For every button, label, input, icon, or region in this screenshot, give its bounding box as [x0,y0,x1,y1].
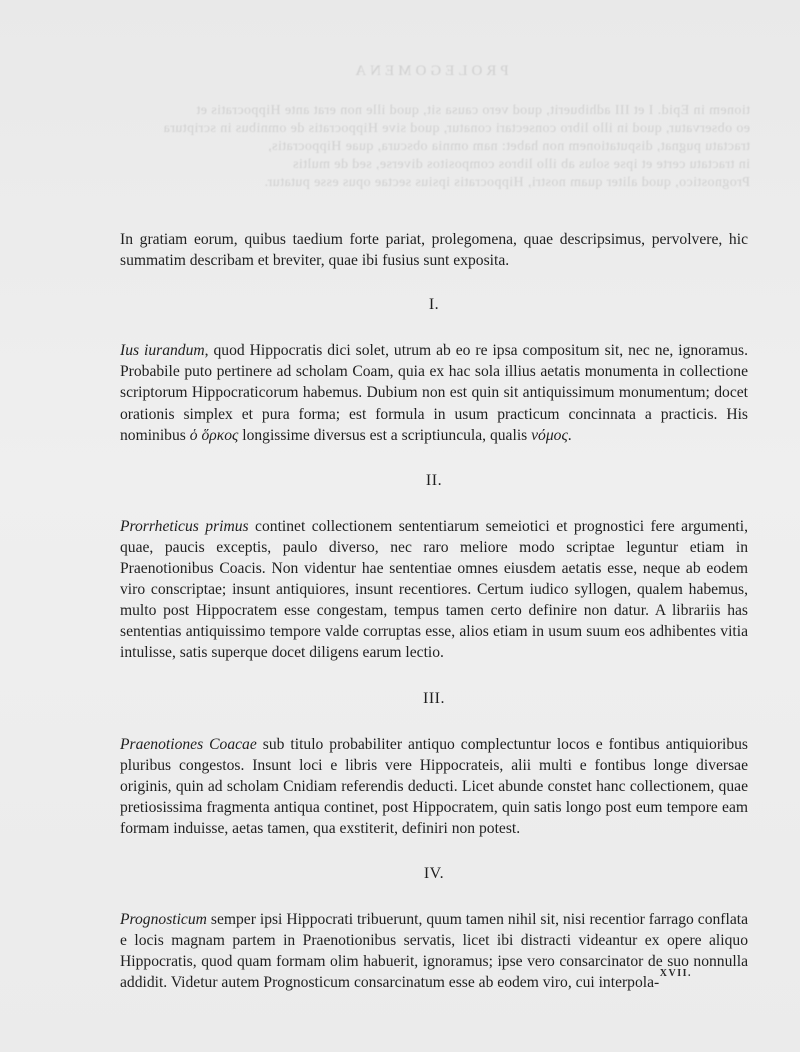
bleed-through-line: tionem in Epid. I et III adhibuerit, quod vero causa sit, quod ille non erat ante Hippocratis et [196,103,750,118]
bleed-through-header: PROLEGOMENA [351,63,509,79]
bleed-through-line: tractatu pugnat, disputationem non habet: nam omnia obscura, quae Hippocratis, [267,139,750,154]
page-body [120,229,748,994]
section-text-4: semper ipsi Hippocrati tribuerunt, quum tamen nihil sit, nisi recentior farrago conflata e locis magnam partem in Praenotionibus servatis, licet ibi distracti videantur ex opere aliquo Hippocratis, quod quam formam olim habuerit, ignoramus; ipse vero consarcinator de suo nonnulla addidit. Videtur autem Prognosticum consarcinatum esse ab eodem viro, cui interpola- [120,911,748,992]
section-text-1a: , quod Hippocratis dici solet, utrum ab eo re ipsa compositum sit, nec ne, ignoramus. Probabile puto pertinere ad scholam Coam, quia ex hac sola illius aetatis monumenta in collectione scriptorum Hippocraticorum habemus. Dubium non est quin sit antiquissimum monumentum; docet orationis simplex et pura forma; est formula in usum practicum concinnata a practicis. His nominibus [120,342,748,444]
section-title-2: Prorrheticus primus [120,517,249,535]
section-title-4: Prognosticum [120,911,207,929]
section-numeral-1: I. [428,296,440,314]
section-text-3: sub titulo probabiliter antiquo complectuntur locos e fontibus antiquioribus pluribus congestos. Insunt loci e libris vere Hippocrateis, alii multi e fontibus longe diversae originis, quin ad scholam Cnidiam referendis deducti. Licet abunde constet hanc collectionem, quae pretiosissima fragmenta antiqua continet, post Hippocratem, quin satis longo post eum tempore eam formam induisse, aetas tamen, qua exstiterit, definiri non potest. [120,735,749,837]
bleed-through-line: in tractatu certe et ipse solus ab illo libros compositos diverse, sed de multis [292,157,750,172]
section-paragraph-2 [120,516,748,664]
greek-term-horkos: ὁ ὅρκος [189,426,239,444]
section-text-2: continet collectionem sententiarum semeiotici et prognostici fere argumenti, quae, paucis exceptis, paulo diverso, nec raro meliore modo scriptae leguntur etiam in Praenotionibus Coacis. Non videntur hae sententiae omnes eiusdem aetatis esse, neque ab eodem viro conscriptae; insunt antiquiores, insunt recentiores. Certum iudico syllogen, qualem habemus, multo post Hippocratem esse congestam, tempus tamen certo definire non datur. A librariis has sententias antiquissimo tempore valde corruptas esse, alios etiam in usum suum eos adhibentes vitia intulisse, satis superque docet diligens earum lectio. [120,517,748,662]
section-numeral-4: IV. [423,865,445,883]
section-text-1b: longissime diversus est a scriptiuncula, qualis [238,426,532,444]
section-paragraph-3 [120,734,748,839]
section-paragraph-1 [120,340,748,445]
bleed-through-text [110,62,750,192]
section-numeral-2: II. [425,471,443,489]
signature-mark: XVII. [659,968,692,979]
section-paragraph-4 [120,909,748,993]
section-text-1c: . [567,426,572,444]
bleed-through-line: Prognostico, quod aliter quam nostri, Hippocratis ipsius sectae opus esse putatur. [264,175,750,190]
bleed-through-line: eo observatur, quod in illo libro consectari conatur, quod sive Hippocratis de omnibus in scriptura [163,121,750,136]
intro-paragraph: In gratiam eorum, quibus taedium forte pariat, prolegomena, quae descripsimus, pervolvere, hic summatim describam et breviter, quae ibi fusius sunt exposita. [120,231,748,270]
greek-term-nomos: νόμος [531,426,568,444]
section-numeral-3: III. [423,689,445,707]
section-title-1: Ius iurandum [120,342,205,360]
section-title-3: Praenotiones Coacae [120,735,257,753]
